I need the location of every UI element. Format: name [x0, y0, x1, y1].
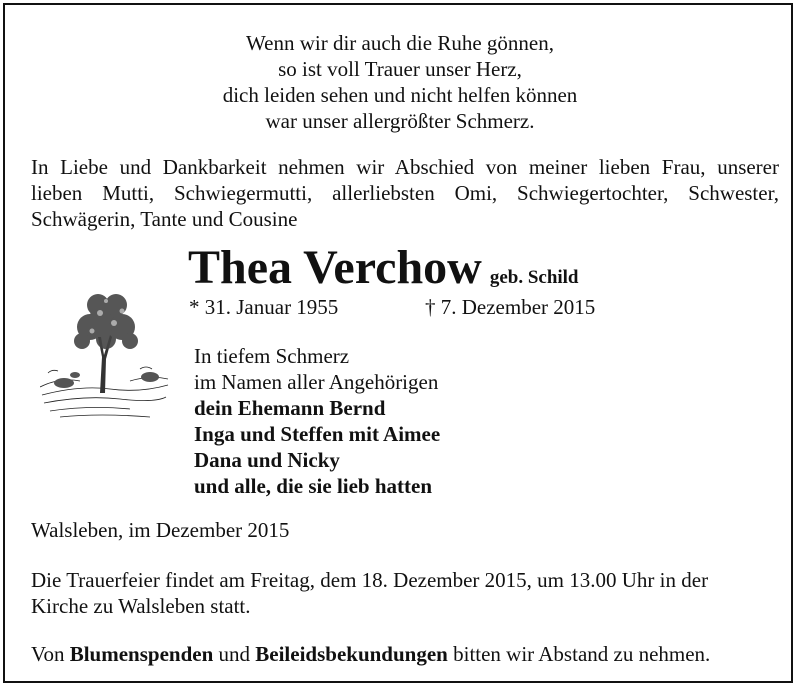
donations-note: [31, 641, 710, 667]
funeral-line: Kirche zu Walsleben statt.: [31, 594, 251, 618]
mourners-line: im Namen aller Angehörigen: [194, 370, 439, 394]
poem-line: so ist voll Trauer unser Herz,: [278, 57, 522, 81]
funeral-info: [31, 567, 779, 619]
tree-landscape-icon: [40, 277, 170, 427]
death-date: † 7. Dezember 2015: [425, 295, 596, 319]
poem-line: dich leiden sehen und nicht helfen können: [222, 83, 578, 107]
poem: [5, 30, 795, 134]
place-date: Walsleben, im Dezember 2015: [31, 518, 290, 542]
intro-line: lieben Mutti, Schwiegermutti, allerliebsten Omi, Schwiegertochter, Schwester,: [31, 181, 779, 205]
funeral-line: Die Trauerfeier findet am Freitag, dem 18. Dezember 2015, um 13.00 Uhr in der: [31, 568, 709, 592]
obituary-frame: [3, 3, 793, 683]
mourners-list: [194, 343, 440, 499]
donations-text: bitten wir Abstand zu nehmen.: [447, 642, 711, 666]
poem-line: war unser allergrößter Schmerz.: [265, 109, 535, 133]
deceased-name-text: Thea Verchow: [188, 241, 482, 294]
donations-bold: Beileidsbekundungen: [255, 642, 448, 666]
birth-date: * 31. Januar 1955: [189, 295, 339, 319]
maiden-name: geb. Schild: [489, 267, 579, 288]
donations-text: Von: [31, 642, 70, 666]
intro-line: Schwägerin, Tante und Cousine: [31, 207, 298, 231]
intro-text: [31, 154, 779, 232]
poem-line: Wenn wir dir auch die Ruhe gönnen,: [246, 31, 554, 55]
donations-bold: Blumenspenden: [69, 642, 214, 666]
intro-line: In Liebe und Dankbarkeit nehmen wir Abschied von meiner lieben Frau, unserer: [31, 155, 779, 179]
donations-text: und: [213, 642, 256, 666]
mourner-all: und alle, die sie lieb hatten: [194, 474, 433, 498]
mourner-family: Inga und Steffen mit Aimee: [194, 422, 441, 446]
mourner-husband: dein Ehemann Bernd: [194, 396, 386, 420]
mourners-line: In tiefem Schmerz: [194, 344, 350, 368]
mourner-family: Dana und Nicky: [194, 448, 340, 472]
